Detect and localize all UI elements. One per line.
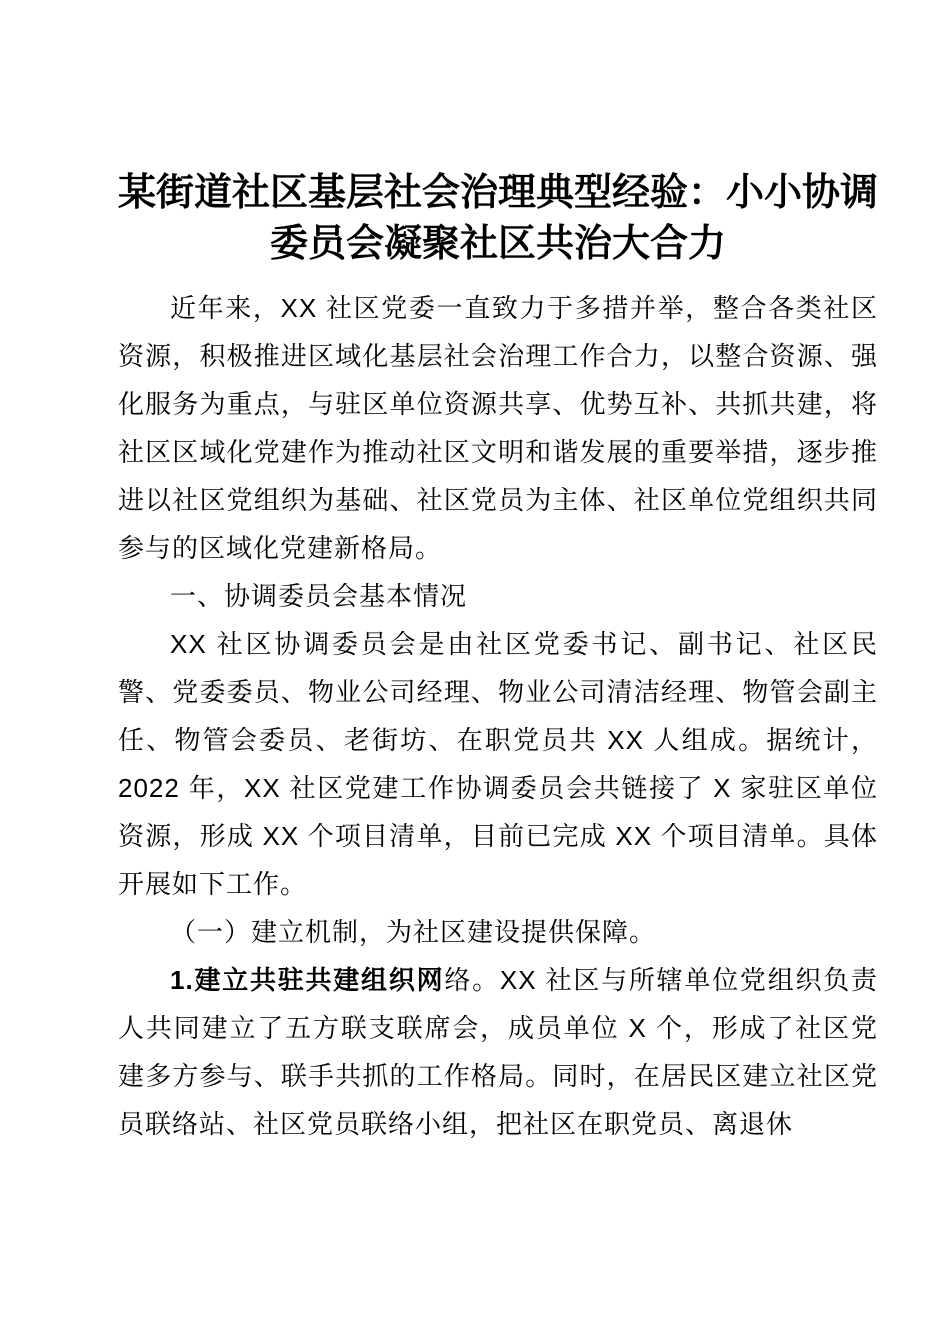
- text-run: 近年来，XX 社区党委一直致力于多措并举，整合各类社区资源，积极推进区域化基层社会治理工作合力，以整合资源、强化服务为重点，与驻区单位资源共享、优势互补、共抓共建，将社区区域化党建作为推动社区文明和谐发展的重要举措，逐步推进以社区党组织为基础、社区党员为主体、社区单位党组织共同参与的区域化党建新格局。: [118, 293, 878, 563]
- document-body: [118, 284, 878, 1148]
- subsection-1-heading: [118, 908, 878, 956]
- document-title: 某街道社区基层社会治理典型经验：小小协调委员会凝聚社区共治大合力: [118, 172, 879, 265]
- section-1-intro-paragraph: [118, 620, 878, 908]
- section-1-heading: [118, 572, 878, 620]
- text-run: 一、协调委员会基本情况: [170, 581, 468, 611]
- text-run: XX 社区协调委员会是由社区党委书记、副书记、社区民警、党委委员、物业公司经理、物业公司清洁经理、物管会副主任、物管会委员、老街坊、在职党员共 XX 人组成。据统计，2022 年，XX 社区党建工作协调委员会共链接了 X 家驻区单位资源，形成 XX 个项目清单，目前已完成 XX 个项目清单。具体开展如下工作。: [118, 629, 878, 899]
- text-run: 络。XX 社区与所辖单位党组织负责人共同建立了五方联支联席会，成员单位 X 个，形成了社区党建多方参与、联手共抓的工作格局。同时，在居民区建立社区党员联络站、社区党员联络小组，把社区在职党员、离退休: [118, 965, 878, 1139]
- bold-text-run: 1.建立共驻共建组织网: [170, 965, 445, 995]
- opening-paragraph: [118, 284, 878, 572]
- text-run: （一）建立机制，为社区建设提供保障。: [170, 917, 657, 947]
- point-1-paragraph: [118, 956, 878, 1148]
